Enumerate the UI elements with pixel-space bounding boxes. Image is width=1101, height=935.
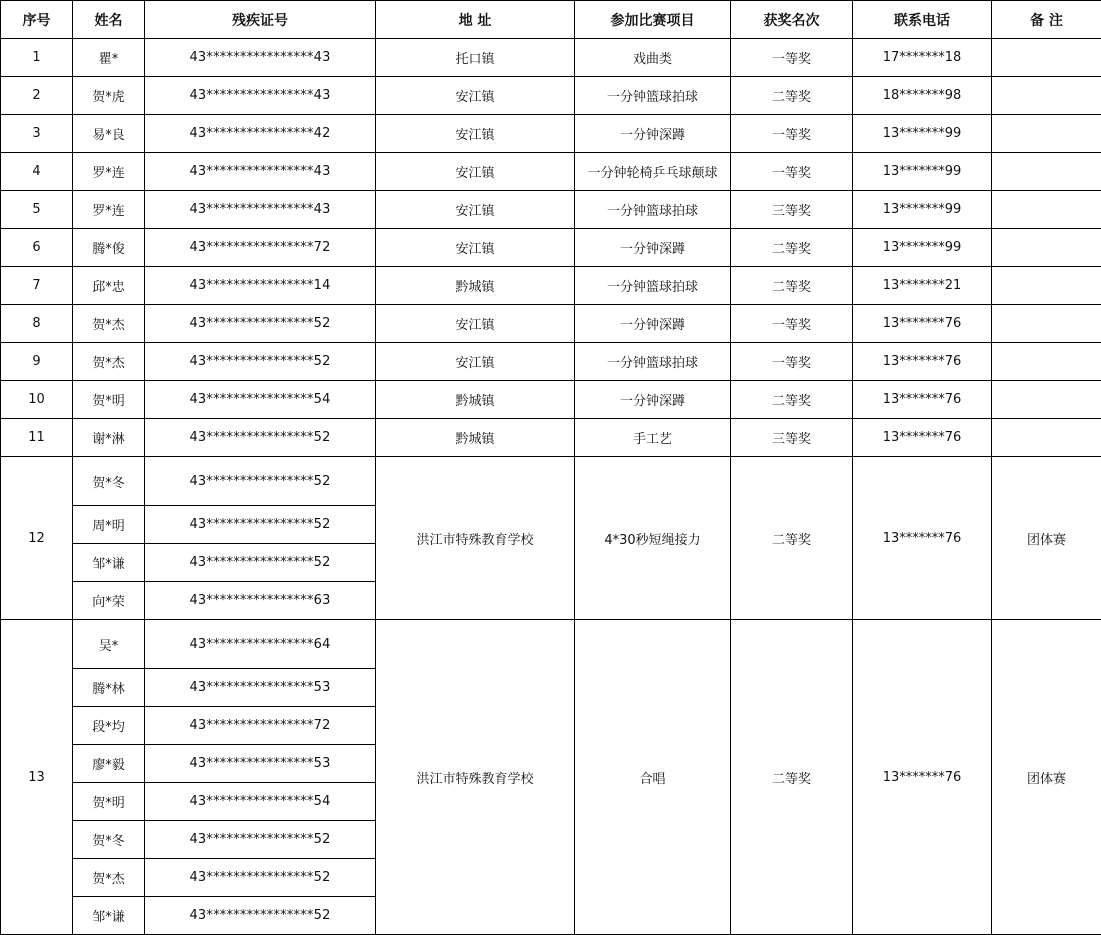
row-address: 安江镇	[376, 229, 575, 267]
header-id: 残疾证号	[145, 1, 376, 39]
member-id: 43****************52	[145, 506, 376, 544]
row-event: 一分钟深蹲	[575, 229, 731, 267]
group-event: 合唱	[575, 620, 731, 935]
row-name: 腾*俊	[73, 229, 145, 267]
row-name: 邱*忠	[73, 267, 145, 305]
row-rank: 二等奖	[731, 229, 853, 267]
member-id: 43****************53	[145, 745, 376, 783]
row-address: 安江镇	[376, 191, 575, 229]
row-rank: 一等奖	[731, 115, 853, 153]
row-rank: 三等奖	[731, 419, 853, 457]
group-phone: 13*******76	[853, 620, 992, 935]
row-rank: 一等奖	[731, 343, 853, 381]
group-rank: 二等奖	[731, 620, 853, 935]
row-address: 安江镇	[376, 153, 575, 191]
row-address: 安江镇	[376, 115, 575, 153]
member-name: 贺*冬	[73, 821, 145, 859]
row-phone: 13*******99	[853, 153, 992, 191]
row-phone: 13*******21	[853, 267, 992, 305]
header-rank: 获奖名次	[731, 1, 853, 39]
row-note	[992, 77, 1101, 115]
row-rank: 三等奖	[731, 191, 853, 229]
row-phone: 13*******76	[853, 343, 992, 381]
table-row	[1, 419, 1101, 457]
table-row	[1, 381, 1101, 419]
row-name: 瞿*	[73, 39, 145, 77]
member-id: 43****************52	[145, 457, 376, 506]
header-address: 地 址	[376, 1, 575, 39]
row-phone: 18*******98	[853, 77, 992, 115]
table-row	[1, 115, 1101, 153]
table-row	[1, 191, 1101, 229]
member-name: 贺*杰	[73, 859, 145, 897]
row-id: 43****************52	[145, 343, 376, 381]
row-address: 托口镇	[376, 39, 575, 77]
row-rank: 一等奖	[731, 39, 853, 77]
member-id: 43****************52	[145, 897, 376, 935]
header-phone: 联系电话	[853, 1, 992, 39]
row-id: 43****************43	[145, 77, 376, 115]
row-address: 安江镇	[376, 77, 575, 115]
member-id: 43****************52	[145, 544, 376, 582]
row-address: 安江镇	[376, 343, 575, 381]
row-note	[992, 343, 1101, 381]
member-name: 贺*明	[73, 783, 145, 821]
row-phone: 17*******18	[853, 39, 992, 77]
row-name: 贺*虎	[73, 77, 145, 115]
row-name: 贺*杰	[73, 305, 145, 343]
table-row	[1, 153, 1101, 191]
row-id: 43****************43	[145, 153, 376, 191]
row-phone: 13*******99	[853, 115, 992, 153]
row-id: 43****************42	[145, 115, 376, 153]
member-id: 43****************72	[145, 707, 376, 745]
member-name: 邹*谦	[73, 544, 145, 582]
row-note	[992, 381, 1101, 419]
row-name: 谢*淋	[73, 419, 145, 457]
table-row	[1, 267, 1101, 305]
row-note	[992, 39, 1101, 77]
row-seq: 2	[1, 77, 73, 115]
member-id: 43****************52	[145, 821, 376, 859]
member-id: 43****************52	[145, 859, 376, 897]
row-seq: 3	[1, 115, 73, 153]
row-address: 黔城镇	[376, 381, 575, 419]
header-event: 参加比赛项目	[575, 1, 731, 39]
row-name: 贺*杰	[73, 343, 145, 381]
row-rank: 二等奖	[731, 77, 853, 115]
row-phone: 13*******99	[853, 229, 992, 267]
row-note	[992, 419, 1101, 457]
group-note: 团体赛	[992, 620, 1101, 935]
row-phone: 13*******76	[853, 305, 992, 343]
row-address: 黔城镇	[376, 267, 575, 305]
group-member-row	[1, 457, 1101, 506]
row-event: 一分钟篮球拍球	[575, 77, 731, 115]
table-row	[1, 39, 1101, 77]
row-address: 安江镇	[376, 305, 575, 343]
member-name: 腾*林	[73, 669, 145, 707]
row-phone: 13*******76	[853, 419, 992, 457]
group-member-row	[1, 620, 1101, 669]
member-name: 段*均	[73, 707, 145, 745]
row-event: 一分钟轮椅乒乓球颠球	[575, 153, 731, 191]
table-row	[1, 305, 1101, 343]
row-event: 一分钟深蹲	[575, 305, 731, 343]
header-note: 备 注	[992, 1, 1101, 39]
row-note	[992, 191, 1101, 229]
row-id: 43****************54	[145, 381, 376, 419]
group-note: 团体赛	[992, 457, 1101, 620]
row-id: 43****************72	[145, 229, 376, 267]
row-seq: 10	[1, 381, 73, 419]
member-name: 向*荣	[73, 582, 145, 620]
row-event: 一分钟篮球拍球	[575, 343, 731, 381]
row-id: 43****************52	[145, 419, 376, 457]
row-seq: 1	[1, 39, 73, 77]
member-name: 贺*冬	[73, 457, 145, 506]
row-seq: 11	[1, 419, 73, 457]
row-note	[992, 267, 1101, 305]
member-name: 周*明	[73, 506, 145, 544]
group-seq: 12	[1, 457, 73, 620]
row-rank: 一等奖	[731, 305, 853, 343]
member-name: 吴*	[73, 620, 145, 669]
member-name: 廖*毅	[73, 745, 145, 783]
group-event: 4*30秒短绳接力	[575, 457, 731, 620]
row-event: 一分钟篮球拍球	[575, 267, 731, 305]
row-name: 罗*连	[73, 153, 145, 191]
group-seq: 13	[1, 620, 73, 935]
row-event: 戏曲类	[575, 39, 731, 77]
group-address: 洪江市特殊教育学校	[376, 457, 575, 620]
group-address: 洪江市特殊教育学校	[376, 620, 575, 935]
row-seq: 6	[1, 229, 73, 267]
row-note	[992, 305, 1101, 343]
row-seq: 9	[1, 343, 73, 381]
member-name: 邹*谦	[73, 897, 145, 935]
table-row	[1, 77, 1101, 115]
row-note	[992, 153, 1101, 191]
row-seq: 5	[1, 191, 73, 229]
row-id: 43****************14	[145, 267, 376, 305]
row-note	[992, 229, 1101, 267]
row-seq: 7	[1, 267, 73, 305]
row-rank: 二等奖	[731, 267, 853, 305]
row-rank: 一等奖	[731, 153, 853, 191]
row-id: 43****************43	[145, 39, 376, 77]
row-address: 黔城镇	[376, 419, 575, 457]
row-rank: 二等奖	[731, 381, 853, 419]
member-id: 43****************64	[145, 620, 376, 669]
row-event: 一分钟深蹲	[575, 115, 731, 153]
row-event: 一分钟深蹲	[575, 381, 731, 419]
row-id: 43****************43	[145, 191, 376, 229]
row-name: 贺*明	[73, 381, 145, 419]
row-phone: 13*******99	[853, 191, 992, 229]
row-event: 手工艺	[575, 419, 731, 457]
row-event: 一分钟篮球拍球	[575, 191, 731, 229]
group-phone: 13*******76	[853, 457, 992, 620]
group-rank: 二等奖	[731, 457, 853, 620]
table-row	[1, 343, 1101, 381]
row-name: 罗*连	[73, 191, 145, 229]
row-phone: 13*******76	[853, 381, 992, 419]
header-row	[1, 1, 1101, 39]
header-seq: 序号	[1, 1, 73, 39]
member-id: 43****************53	[145, 669, 376, 707]
member-id: 43****************63	[145, 582, 376, 620]
row-name: 易*良	[73, 115, 145, 153]
row-seq: 4	[1, 153, 73, 191]
row-id: 43****************52	[145, 305, 376, 343]
header-name: 姓名	[73, 1, 145, 39]
row-note	[992, 115, 1101, 153]
member-id: 43****************54	[145, 783, 376, 821]
row-seq: 8	[1, 305, 73, 343]
table-row	[1, 229, 1101, 267]
